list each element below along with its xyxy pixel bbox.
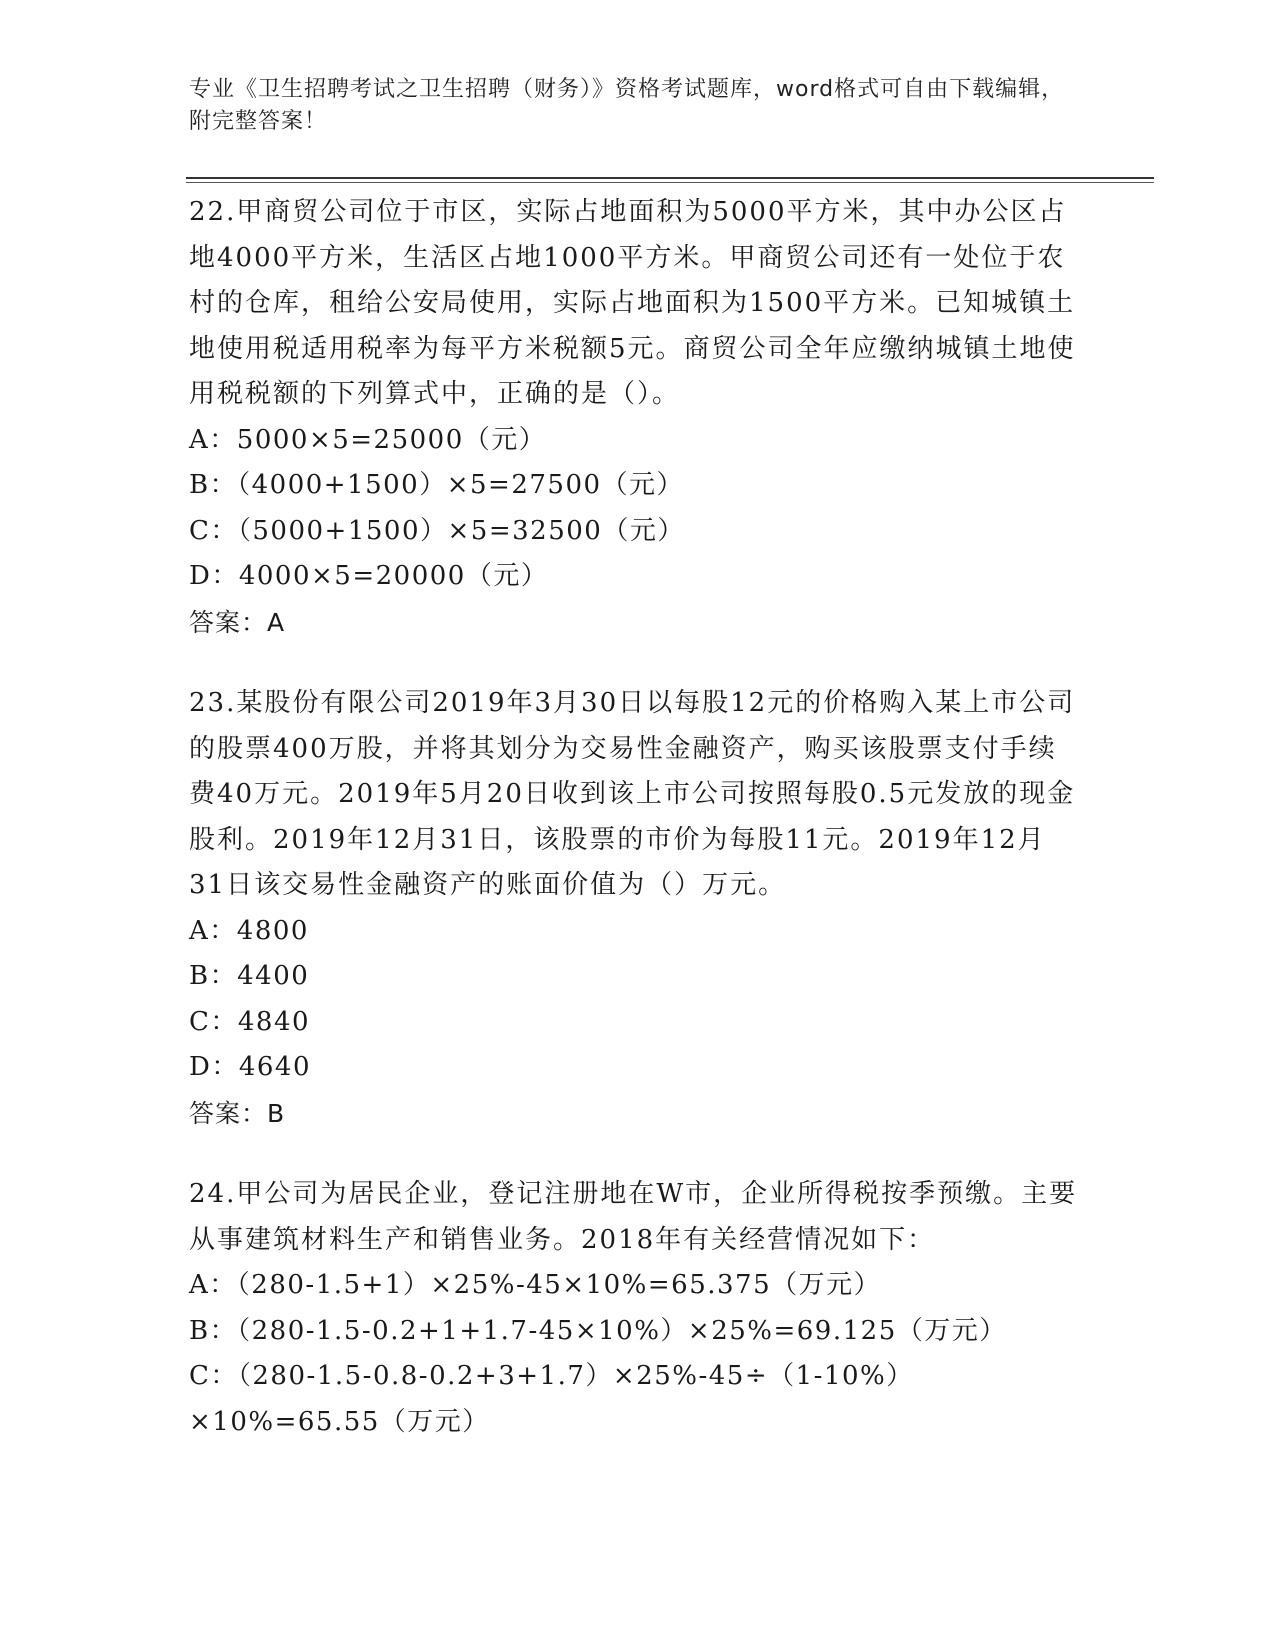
option-b: B：（280-1.5-0.2+1+1.7-45×10%）×25%=69.125（万元） (189, 1315, 1007, 1346)
option-b: B：（4000+1500）×5=27500（元） (189, 470, 685, 500)
option-b: B：4400 (189, 961, 310, 991)
option-c: C：（280-1.5-0.8-0.2+3+1.7）×25%-45÷（1-10%）×10%=65.55（万元） (189, 1361, 914, 1437)
question-stem: 23.某股份有限公司2019年3月30日以每股12元的价格购入某上市公司的股票400万股，并将其划分为交易性金融资产，购买该股票支付手续费40万元。2019年5月20日收到该上市公司按照每股0.5元发放的现金股利。2019年12月31日，该股票的市价为每股11元。2019年12月31日该交易性金融资产的账面价值为（）万元。 (189, 688, 1076, 900)
option-d: D：4000×5=20000（元） (189, 561, 549, 591)
answer-line: 答案：B (189, 1098, 286, 1128)
option-c: C：（5000+1500）×5=32500（元） (189, 515, 685, 546)
question-24 (189, 1172, 1079, 1445)
document-header: 专业《卫生招聘考试之卫生招聘（财务）》资格考试题库，word格式可自由下载编辑，附完整答案！ (189, 77, 1065, 134)
question-stem: 24.甲公司为居民企业，登记注册地在W市，企业所得税按季预缴。主要从事建筑材料生产和销售业务。2018年有关经营情况如下： (189, 1179, 1078, 1255)
question-list (189, 190, 1079, 1481)
answer-line: 答案：A (189, 607, 286, 637)
option-c: C：4840 (189, 1006, 311, 1037)
option-a: A：4800 (189, 915, 309, 946)
option-d: D：4640 (189, 1052, 312, 1082)
question-23 (189, 681, 1079, 1136)
option-a: A：5000×5=25000（元） (189, 424, 547, 455)
option-a: A：（280-1.5+1）×25%-45×10%=65.375（万元） (189, 1270, 882, 1300)
header-divider-thin (186, 182, 1154, 183)
question-22 (189, 190, 1079, 645)
header-divider-thick (186, 177, 1154, 179)
question-stem: 22.甲商贸公司位于市区，实际占地面积为5000平方米，其中办公区占地4000平方米，生活区占地1000平方米。甲商贸公司还有一处位于农村的仓库，租给公安局使用，实际占地面积为1500平方米。已知城镇土地使用税适用税率为每平方米税额5元。商贸公司全年应缴纳城镇土地使用税税额的下列算式中，正确的是（）。 (189, 197, 1076, 409)
